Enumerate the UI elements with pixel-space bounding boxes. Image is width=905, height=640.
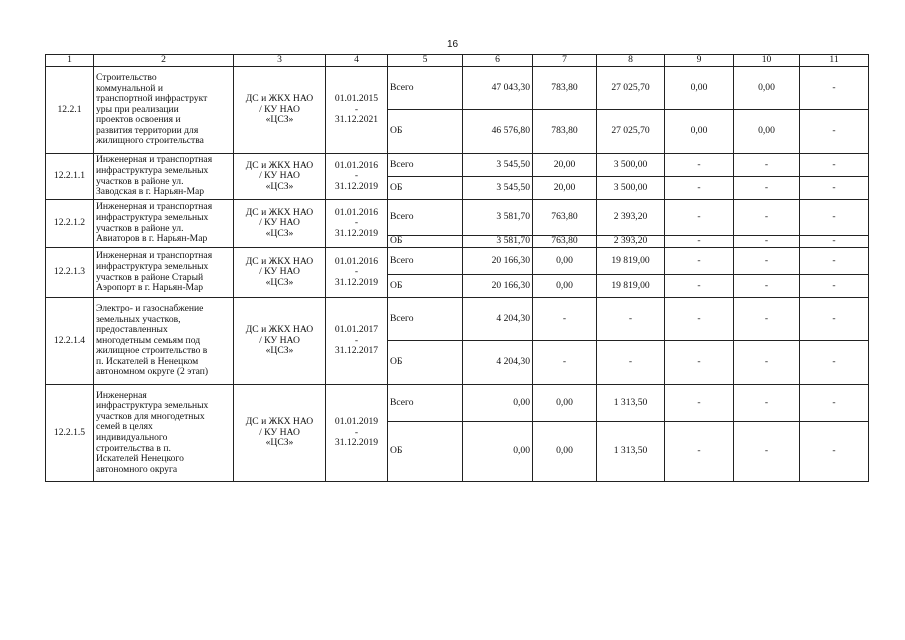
- value-cell-c8: 2 393,20: [597, 236, 665, 248]
- row-period-line: 01.01.2016: [334, 206, 379, 218]
- row-name-line: жилищное строительство в: [96, 345, 208, 357]
- row-executor-line: «ЦСЗ»: [265, 345, 294, 357]
- row-executor-line: «ЦСЗ»: [265, 180, 294, 192]
- value-cell-c7: 0,00: [533, 385, 597, 422]
- value-cell-c9: -: [665, 298, 734, 341]
- row-executor: [234, 385, 326, 482]
- row-name-line: Инженерная: [96, 389, 147, 401]
- row-period: [326, 200, 388, 248]
- value-cell-c6: 47 043,30: [463, 67, 533, 110]
- value-cell-c9: 0,00: [665, 110, 734, 154]
- row-name-line: Авиаторов в г. Нарьян-Мар: [96, 233, 208, 245]
- row-name-line: Электро- и газоснабжение: [96, 302, 204, 314]
- row-executor-line: / КУ НАО: [259, 334, 300, 346]
- row-name: [94, 200, 234, 248]
- row-name-line: автономного округа: [96, 463, 178, 475]
- value-cell-c8: 1 313,50: [597, 422, 665, 482]
- value-cell-c9: -: [665, 200, 734, 236]
- value-cell-c7: 783,80: [533, 110, 597, 154]
- funding-source: ОБ: [388, 275, 463, 298]
- row-name-line: развития территории для: [96, 124, 199, 136]
- row-executor-line: / КУ НАО: [259, 426, 300, 438]
- row-name-line: Инженерная и транспортная: [96, 154, 213, 166]
- value-cell-c11: -: [800, 275, 869, 298]
- row-period-line: 31.12.2019: [334, 227, 379, 239]
- row-executor-line: «ЦСЗ»: [265, 227, 294, 239]
- row-period: [326, 248, 388, 298]
- row-name-line: участков для многодетных: [96, 410, 205, 422]
- row-period-line: 01.01.2016: [334, 159, 379, 171]
- row-period-line: 31.12.2019: [334, 180, 379, 192]
- value-cell-c8: 3 500,00: [597, 177, 665, 200]
- value-cell-c11: -: [800, 236, 869, 248]
- value-cell-c11: -: [800, 298, 869, 341]
- row-period: [326, 385, 388, 482]
- row-name: [94, 154, 234, 200]
- row-period-line: -: [354, 103, 359, 115]
- row-period-line: 01.01.2015: [334, 93, 379, 105]
- row-executor-line: «ЦСЗ»: [265, 276, 294, 288]
- value-cell-c11: -: [800, 67, 869, 110]
- value-cell-c10: -: [734, 341, 800, 385]
- table-row: [46, 154, 869, 177]
- row-name-line: коммунальной и: [96, 82, 163, 94]
- value-cell-c6: 4 204,30: [463, 298, 533, 341]
- header-cell: 1: [46, 55, 94, 67]
- row-executor-line: / КУ НАО: [259, 170, 300, 182]
- table-row: [46, 298, 869, 341]
- row-name-line: инфраструктура земельных: [96, 164, 209, 176]
- row-executor-line: ДС и ЖКХ НАО: [245, 93, 314, 105]
- row-name-line: индивидуального: [96, 432, 168, 443]
- row-period-line: 31.12.2021: [334, 114, 379, 126]
- value-cell-c10: -: [734, 385, 800, 422]
- header-row: [46, 55, 869, 67]
- value-cell-c6: 3 545,50: [463, 154, 533, 177]
- value-cell-c7: 763,80: [533, 236, 597, 248]
- value-cell-c7: 0,00: [533, 248, 597, 275]
- row-name-line: уры при реализации: [96, 103, 179, 115]
- row-name-line: участков в районе Старый: [96, 271, 204, 283]
- value-cell-c10: -: [734, 177, 800, 200]
- header-cell: 9: [665, 55, 734, 67]
- value-cell-c9: -: [665, 236, 734, 248]
- row-executor-line: ДС и ЖКХ НАО: [245, 416, 314, 428]
- value-cell-c7: 0,00: [533, 275, 597, 298]
- row-period-line: -: [354, 426, 359, 438]
- value-cell-c9: -: [665, 422, 734, 482]
- value-cell-c11: -: [800, 154, 869, 177]
- row-name-line: многодетным семьям под: [96, 334, 201, 346]
- funding-source: Всего: [388, 298, 463, 341]
- value-cell-c11: -: [800, 248, 869, 275]
- row-period-line: 31.12.2019: [334, 437, 379, 449]
- value-cell-c11: -: [800, 385, 869, 422]
- value-cell-c10: -: [734, 200, 800, 236]
- value-cell-c6: 3 581,70: [463, 200, 533, 236]
- value-cell-c8: 2 393,20: [597, 200, 665, 236]
- value-cell-c10: -: [734, 298, 800, 341]
- funding-source: Всего: [388, 248, 463, 275]
- value-cell-c11: -: [800, 341, 869, 385]
- row-name-line: Инженерная и транспортная: [96, 201, 213, 213]
- header-cell: 5: [388, 55, 463, 67]
- value-cell-c9: 0,00: [665, 67, 734, 110]
- row-executor-line: / КУ НАО: [259, 103, 300, 115]
- header-cell: 8: [597, 55, 665, 67]
- row-name-line: автономном округе (2 этап): [96, 366, 209, 378]
- row-period-line: -: [354, 266, 359, 278]
- row-name-line: инфраструктура земельных: [96, 211, 209, 223]
- value-cell-c9: -: [665, 248, 734, 275]
- value-cell-c8: 1 313,50: [597, 385, 665, 422]
- value-cell-c6: 3 581,70: [463, 236, 533, 248]
- value-cell-c10: 0,00: [734, 110, 800, 154]
- funding-source: Всего: [388, 385, 463, 422]
- table-row: [46, 248, 869, 275]
- row-name-line: Строительство: [96, 71, 157, 83]
- row-name-line: п. Искателей в Ненецком: [96, 355, 199, 367]
- value-cell-c10: -: [734, 248, 800, 275]
- value-cell-c6: 20 166,30: [463, 248, 533, 275]
- value-cell-c9: -: [665, 275, 734, 298]
- row-period-line: 01.01.2017: [334, 324, 379, 336]
- row-code: 12.2.1.2: [46, 200, 94, 248]
- value-cell-c9: -: [665, 177, 734, 200]
- header-cell: 3: [234, 55, 326, 67]
- value-cell-c11: -: [800, 422, 869, 482]
- row-code: 12.2.1.4: [46, 298, 94, 385]
- row-name-line: земельных участков,: [96, 313, 181, 325]
- table-body: [46, 67, 869, 482]
- header-cell: 10: [734, 55, 800, 67]
- value-cell-c10: -: [734, 275, 800, 298]
- table-row: [46, 67, 869, 110]
- header-cell: 7: [533, 55, 597, 67]
- row-executor-line: ДС и ЖКХ НАО: [245, 206, 314, 218]
- row-code: 12.2.1.5: [46, 385, 94, 482]
- value-cell-c9: -: [665, 341, 734, 385]
- row-period-line: -: [354, 217, 359, 229]
- table-row: [46, 200, 869, 236]
- value-cell-c9: -: [665, 154, 734, 177]
- value-cell-c10: -: [734, 422, 800, 482]
- row-name-line: участков в районе ул.: [96, 175, 184, 187]
- value-cell-c8: 19 819,00: [597, 248, 665, 275]
- row-executor-line: / КУ НАО: [259, 266, 300, 278]
- row-executor-line: ДС и ЖКХ НАО: [245, 159, 314, 171]
- row-executor: [234, 298, 326, 385]
- value-cell-c11: -: [800, 177, 869, 200]
- value-cell-c8: -: [597, 341, 665, 385]
- funding-source: Всего: [388, 67, 463, 110]
- value-cell-c6: 20 166,30: [463, 275, 533, 298]
- row-executor-line: «ЦСЗ»: [265, 437, 294, 449]
- value-cell-c7: 20,00: [533, 177, 597, 200]
- row-name-line: Заводская в г. Нарьян-Мар: [96, 186, 205, 198]
- funding-source: ОБ: [388, 177, 463, 200]
- row-name: [94, 385, 234, 482]
- row-period-line: 01.01.2016: [334, 255, 379, 267]
- row-code: 12.2.1: [46, 67, 94, 154]
- row-name-line: проектов освоения и: [96, 114, 181, 126]
- row-executor: [234, 248, 326, 298]
- value-cell-c7: -: [533, 298, 597, 341]
- row-executor: [234, 67, 326, 154]
- row-code: 12.2.1.3: [46, 248, 94, 298]
- row-period-line: -: [354, 334, 359, 346]
- value-cell-c7: 783,80: [533, 67, 597, 110]
- row-name-line: транспортной инфраструкт: [96, 93, 208, 105]
- value-cell-c6: 46 576,80: [463, 110, 533, 154]
- value-cell-c8: -: [597, 298, 665, 341]
- value-cell-c6: 3 545,50: [463, 177, 533, 200]
- value-cell-c7: -: [533, 341, 597, 385]
- row-name: [94, 67, 234, 154]
- funding-source: ОБ: [388, 341, 463, 385]
- row-period: [326, 298, 388, 385]
- value-cell-c8: 27 025,70: [597, 110, 665, 154]
- header-cell: 2: [94, 55, 234, 67]
- funding-source: ОБ: [388, 110, 463, 154]
- value-cell-c10: 0,00: [734, 67, 800, 110]
- table-row: [46, 385, 869, 422]
- header-cell: 6: [463, 55, 533, 67]
- row-name-line: инфраструктура земельных: [96, 400, 209, 412]
- value-cell-c11: -: [800, 200, 869, 236]
- value-cell-c8: 27 025,70: [597, 67, 665, 110]
- value-cell-c7: 763,80: [533, 200, 597, 236]
- row-name-line: предоставленных: [96, 324, 168, 336]
- funding-source: ОБ: [388, 236, 463, 248]
- value-cell-c11: -: [800, 110, 869, 154]
- value-cell-c10: -: [734, 236, 800, 248]
- program-table: [45, 54, 869, 482]
- value-cell-c7: 20,00: [533, 154, 597, 177]
- value-cell-c10: -: [734, 154, 800, 177]
- value-cell-c8: 3 500,00: [597, 154, 665, 177]
- row-executor: [234, 200, 326, 248]
- row-name-line: строительства в п.: [96, 442, 171, 454]
- value-cell-c9: -: [665, 385, 734, 422]
- funding-source: ОБ: [388, 422, 463, 482]
- row-period: [326, 154, 388, 200]
- page-number: 16: [446, 39, 459, 50]
- row-executor: [234, 154, 326, 200]
- row-period-line: 01.01.2019: [334, 416, 379, 428]
- row-period-line: 31.12.2017: [334, 345, 379, 357]
- row-name-line: семей в целях: [96, 421, 153, 433]
- row-name-line: Инженерная и транспортная: [96, 250, 213, 262]
- row-period: [326, 67, 388, 154]
- value-cell-c6: 0,00: [463, 422, 533, 482]
- row-name-line: Искателей Ненецкого: [96, 453, 184, 465]
- row-executor-line: ДС и ЖКХ НАО: [245, 324, 314, 336]
- row-name: [94, 248, 234, 298]
- value-cell-c6: 4 204,30: [463, 341, 533, 385]
- value-cell-c7: 0,00: [533, 422, 597, 482]
- header-cell: 4: [326, 55, 388, 67]
- row-name-line: жилищного строительства: [96, 135, 204, 147]
- row-executor-line: ДС и ЖКХ НАО: [245, 255, 314, 267]
- row-name-line: Аэропорт в г. Нарьян-Мар: [96, 282, 204, 294]
- row-name-line: инфраструктура земельных: [96, 260, 209, 272]
- value-cell-c6: 0,00: [463, 385, 533, 422]
- row-period-line: 31.12.2019: [334, 276, 379, 288]
- header-cell: 11: [800, 55, 869, 67]
- row-name: [94, 298, 234, 385]
- row-code: 12.2.1.1: [46, 154, 94, 200]
- funding-source: Всего: [388, 200, 463, 236]
- funding-source: Всего: [388, 154, 463, 177]
- row-executor-line: / КУ НАО: [259, 217, 300, 229]
- value-cell-c8: 19 819,00: [597, 275, 665, 298]
- row-period-line: -: [354, 170, 359, 182]
- row-executor-line: «ЦСЗ»: [265, 114, 294, 126]
- row-name-line: участков в районе ул.: [96, 222, 184, 234]
